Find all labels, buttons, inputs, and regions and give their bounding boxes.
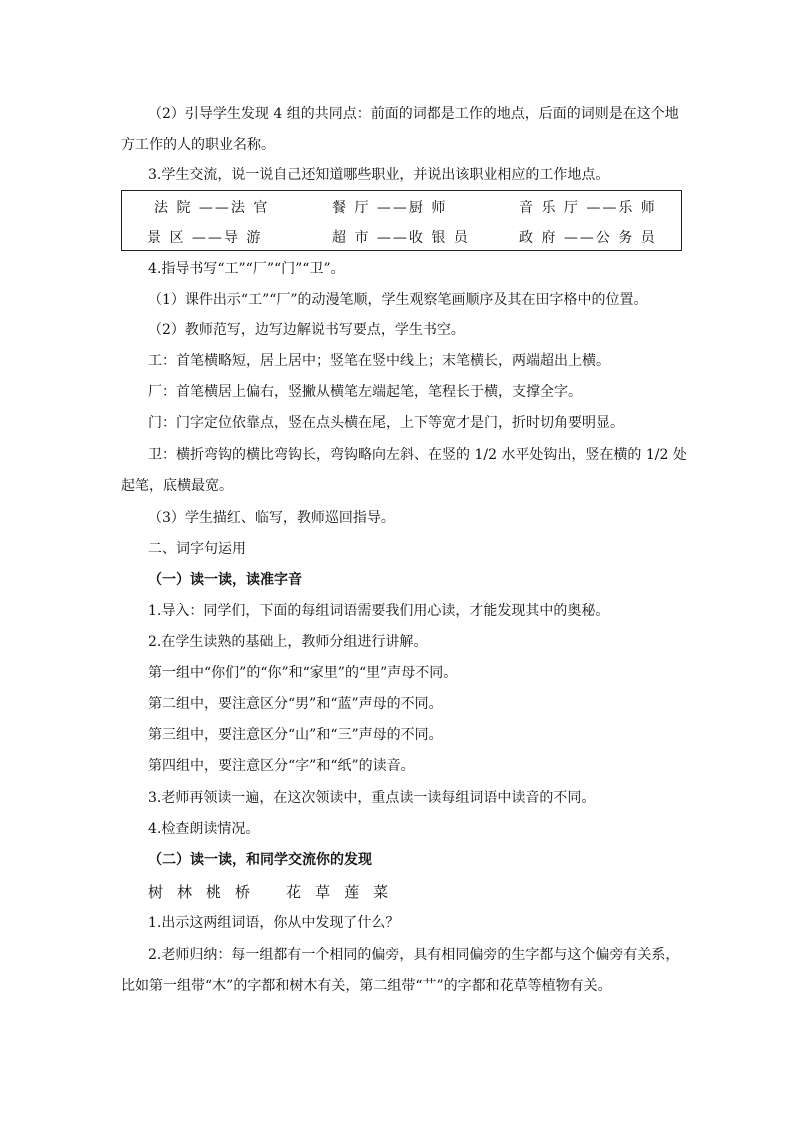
- char-item: 树: [148, 883, 164, 901]
- paragraph: 第三组中，要注意区分“山”和“三”声母的不同。: [148, 727, 443, 743]
- char-item: 草: [315, 883, 331, 901]
- paragraph: （2）引导学生发现 4 组的共同点：前面的词都是工作的地点，后面的词则是在这个地: [148, 106, 679, 122]
- job-pair: 音 乐 厅 ——乐 师: [519, 200, 657, 216]
- char-item: 桥: [235, 883, 251, 901]
- paragraph: 3.老师再领读一遍，在这次领读中，重点读一读每组词语中读音的不同。: [148, 790, 596, 806]
- paragraph: 第一组中“你们”的“你”和“家里”的“里”声母不同。: [148, 665, 458, 681]
- paragraph: 工：首笔横略短，居上居中；竖笔在竖中线上；末笔横长，两端超出上横。: [148, 353, 610, 369]
- subsection-heading: （一）读一读，读准字音: [148, 572, 302, 588]
- job-pair: 景 区 ——导 游: [147, 230, 263, 246]
- paragraph: 卫：横折弯钩的横比弯钩长，弯钩略向左斜、在竖的 1/2 水平处钩出，竖在横的 1/2 处: [148, 447, 687, 463]
- paragraph: 第二组中，要注意区分“男”和“蓝”声母的不同。: [148, 696, 443, 712]
- job-table: [121, 190, 682, 251]
- char-item: 花: [286, 883, 302, 901]
- paragraph: 方工作的人的职业名称。: [121, 137, 275, 153]
- paragraph: 2.在学生读熟的基础上，教师分组进行讲解。: [148, 634, 428, 650]
- job-pair: 超 市 ——收 银 员: [332, 230, 470, 246]
- paragraph: 2.老师归纳：每一组都有一个相同的偏旁，具有相同偏旁的生字都与这个偏旁有关系，: [148, 947, 680, 963]
- job-pair: 法 院 ——法 官: [154, 200, 270, 216]
- paragraph: 4.指导书写“工”“厂”“门”“卫”。: [148, 261, 345, 277]
- character-groups: [148, 882, 388, 902]
- paragraph: （2）教师范写，边写边解说书写要点，学生书空。: [148, 322, 465, 338]
- section-heading: 二、词字句运用: [148, 541, 246, 557]
- char-item: 桃: [206, 883, 222, 901]
- char-item: 菜: [373, 883, 389, 901]
- paragraph: 厂：首笔横居上偏右，竖撇从横笔左端起笔，笔程长于横，支撑全字。: [148, 384, 582, 400]
- paragraph: （3）学生描红、临写，教师巡回指导。: [148, 510, 395, 526]
- subsection-heading: （二）读一读，和同学交流你的发现: [148, 852, 372, 868]
- job-pair: 餐 厅 ——厨 师: [332, 200, 448, 216]
- paragraph: 4.检查朗读情况。: [148, 821, 260, 837]
- paragraph: 第四组中，要注意区分“字”和“纸”的读音。: [148, 758, 415, 774]
- paragraph: 比如第一组带“木”的字都和树木有关，第二组带“艹”的字都和花草等植物有关。: [121, 978, 612, 994]
- paragraph: 1.导入：同学们，下面的每组词语需要我们用心读，才能发现其中的奥秘。: [148, 603, 610, 619]
- paragraph: 起笔，底横最宽。: [121, 478, 233, 494]
- paragraph: 3.学生交流，说一说自己还知道哪些职业，并说出该职业相应的工作地点。: [148, 167, 610, 183]
- paragraph: 门：门字定位依靠点，竖在点头横在尾，上下等宽才是门，折时切角要明显。: [148, 415, 624, 431]
- job-pair: 政 府 ——公 务 员: [519, 230, 657, 246]
- char-item: 林: [177, 883, 193, 901]
- paragraph: （1）课件出示“工”“厂”的动漫笔顺，学生观察笔画顺序及其在田字格中的位置。: [148, 292, 648, 308]
- paragraph: 1.出示这两组词语，你从中发现了什么？: [148, 915, 400, 931]
- char-item: 莲: [344, 883, 360, 901]
